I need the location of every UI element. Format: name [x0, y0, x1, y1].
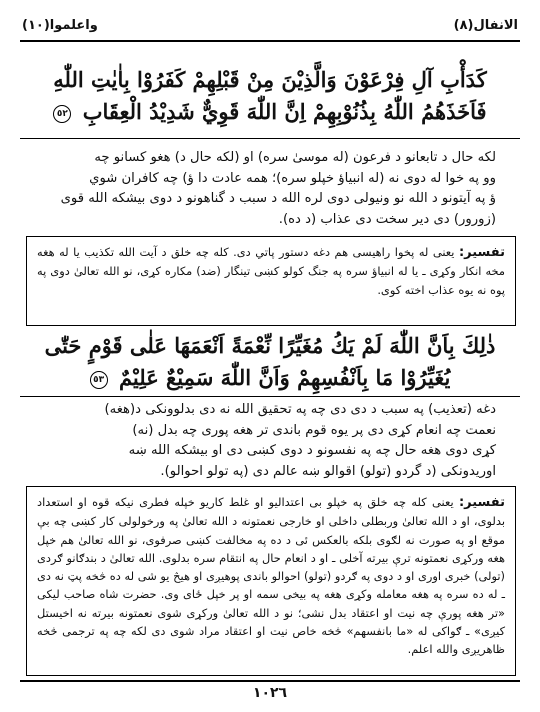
arabic-verse-text: كَدَأْبِ آلِ فِرْعَوْنَ وَالَّذِيْنَ مِنْ قَبْلِهِمْ كَفَرُوْا بِاٰيٰتِ اللّٰهِ فَاَخَذَهُمُ اللّٰهُ بِذُنُوْبِهِمْ اِنَّ اللّٰهَ قَوِيٌّ شَدِيْدُ الْعِقَابِ: [53, 67, 487, 124]
translation-line: دغه (تعذيب) په سبب د دى دى چه په تحقيق الله نه دى بدلوونكى د(هغه): [104, 402, 496, 417]
tafseer-line: هغه مخه انكار وكړى ـ يا له انبياؤ سره په جنگ كولو كښى تينگار (ضد) مكاره كړى، نو الله: [37, 245, 506, 279]
tafseer-line: د بندګانو ګردى (تولى) خبرى اورى او د دوى په ګردو (تولو) احوالو باندى پوهيږى او هيڅ: [37, 550, 506, 584]
translation-line: (زورور) دى دير سخت دى عذاب (د ده).: [278, 211, 496, 227]
tafseer-label: تفسير:: [458, 495, 506, 510]
tafseer-line: بدلوى، او د الله تعالىٰ وربطلى داخلى او خارجى نعمتونه د الله تعالىٰ په ورخولولى كار كښى چه: [53, 514, 505, 529]
translation-line: وو په خوا له دوى نه (له انبياؤ خپلو سره)؛ همه عادت دا ؤ) چه كافران شوي: [89, 170, 496, 186]
page-number: ١٠٢٦: [252, 685, 288, 701]
translation-line: كړى دوى هغه حال چه په نفسونو د دوى كښى دى او بيشكه الله ښه: [128, 443, 496, 458]
tafseer-line: يعنى كله چه خلق په خپلو بى اعتداليو او غلط كاريو خپله فطرى نيكه قوه او استعداد: [37, 495, 454, 509]
translation-line: لكه حال د تابعانو د فرعون (له موسىٰ سره) او (لكه حال د) هغو كسانو چه: [94, 150, 496, 165]
arabic-verse-text: ذٰلِكَ بِاَنَّ اللّٰهَ لَمْ يَكُ مُغَيِّرًا نِّعْمَةً اَنْعَمَهَا عَلٰى قَوْمٍ حَتّٰى يُغَيِّرُوْا مَا بِاَنْفُسِهِمْ وَاَنَّ اللّٰهَ سَمِيْعٌ عَلِيْمٌ: [44, 333, 496, 390]
tafseer-box-52: [26, 236, 516, 326]
verse-rule: [20, 138, 520, 139]
tafseer-line: هم خپل هغه وركړى نعمتونه ترې بيرته آخلى ـ او د انعام حال په انتقام سره بدلوى. الله تعالىٰ: [37, 532, 506, 565]
translation-53: [44, 400, 496, 482]
tafseer-line: تعالىٰ وركړى شوى نعمتونه بيرته نه اخيستل كيږى» ـ ګواكى له «ما بانفسهم» څخه خاص نيت: [37, 605, 506, 639]
tafseer-line: خپل ځاى وى. حضرت شاه صاحب ليكى «تر هغه پورې چه نيت او اعتقاد بدل نشى؛ نو د الله: [37, 587, 505, 620]
header-surah-name: الانفال(٨): [453, 17, 518, 33]
tafseer-line: تعالىٰ دوى په پوه نه يوه عذاب اخته كوى.: [37, 264, 505, 297]
tafseer-line: يو شى له ده څخه پټ نه دى ـ له ده سره په هغه معامله وكړى هغه په بيخى سمه او پر: [37, 569, 506, 602]
header-part-name: واعلموا(١٠): [22, 17, 98, 33]
translation-52: [44, 148, 496, 230]
translation-line: ؤ په آيتونو د الله نو ونيولى دوى لره الله د سبب د گناهونو د دوى بيشكه الله قوى: [60, 191, 496, 206]
page-header: [22, 14, 518, 36]
translation-line: اوريدونكى (د گردو (تولو) اقوالو ښه عالم دى (په تولو احوالو).: [160, 463, 496, 479]
arabic-verse-52: [36, 64, 504, 128]
footer-rule: [20, 680, 520, 682]
ayah-number-marker: ٥٣: [90, 371, 108, 389]
tafseer-box-53: [26, 486, 516, 676]
ayah-number-marker: ٥٢: [53, 105, 71, 123]
tafseer-line: يعنى له پخوا راهيسى هم دغه دستور پاتي دى. كله چه خلق د آيت الله تكذيب يا له: [59, 245, 455, 259]
tafseer-line: بې موقع او په صورت نه لګوى بلكه بالعكس ئى د ده په مخالفت كښى صرفوى، نو الله تعالىٰ: [37, 514, 505, 547]
tafseer-label: تفسير:: [458, 245, 505, 260]
verse-rule: [20, 396, 520, 397]
tafseer-line: او اعتقاد مراد شوى دى لكه چه په ترجمى څخه ظاهريږى والله اعلم.: [37, 624, 505, 657]
header-rule: [20, 40, 520, 42]
translation-line: نعمت چه انعام كړى دى پر يوه قوم باندى تر هغه پورى چه بدل (نه): [132, 422, 496, 438]
arabic-verse-53: [36, 330, 504, 394]
